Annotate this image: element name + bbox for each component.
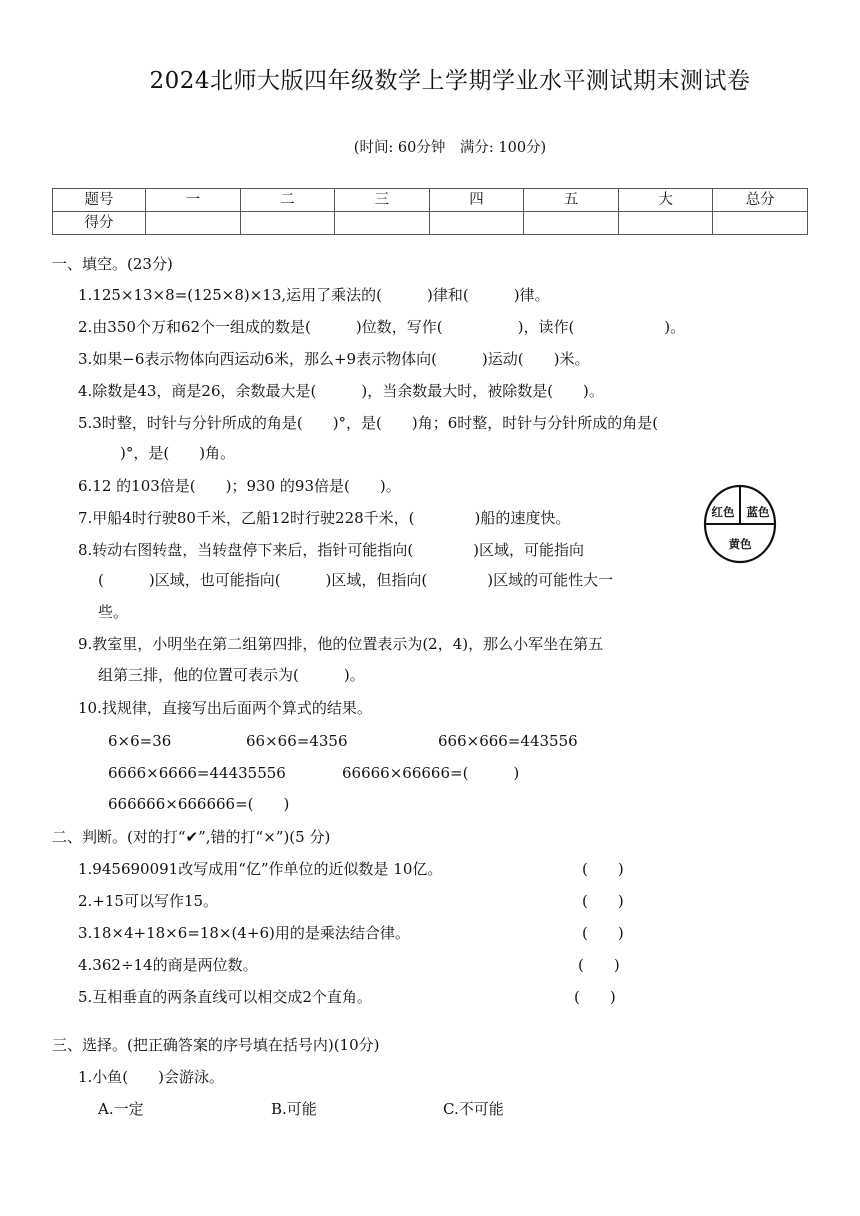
spinner-label-yellow: 黄色 [728,537,752,551]
spinner-label-blue: 蓝色 [746,505,770,519]
score-table-cell: 二 [240,189,335,212]
spinner-diagram [703,484,777,564]
score-input-cell[interactable] [524,212,619,235]
score-table-cell: 总分 [713,189,808,212]
score-input-cell[interactable] [335,212,430,235]
score-input-cell[interactable] [429,212,524,235]
question-line: )°，是( )角。 [120,444,236,462]
judge-item: 2.+15可以写作15。 [78,892,219,910]
question-line: 4.除数是43，商是26，余数最大是( )，当余数最大时，被除数是( )。 [78,382,604,400]
question-line: 8.转动右图转盘，当转盘停下来后，指针可能指向( )区域，可能指向 [78,541,585,559]
score-table-cell: 三 [335,189,430,212]
judge-item: 1.945690091改写成用“亿”作单位的近似数是 10亿。 [78,860,443,878]
score-input-cell[interactable] [146,212,241,235]
heading-text: 二、判断。(对的打“ [52,828,186,846]
score-table-header-row [53,189,808,212]
score-table-cell: 四 [429,189,524,212]
spinner-label-red: 红色 [711,505,735,519]
pattern-equation: 666666×666666=( ) [108,795,290,813]
judge-item: 5.互相垂直的两条直线可以相交成2个直角。 [78,988,372,1006]
heading-text: ”,错的打“×”)(5 分) [198,828,331,846]
answer-paren[interactable]: ( ) [582,860,624,878]
score-input-cell[interactable] [618,212,713,235]
question-line: 些。 [98,603,129,621]
answer-paren[interactable]: ( ) [578,956,620,974]
answer-paren[interactable]: ( ) [582,924,624,942]
score-table-cell: 五 [524,189,619,212]
question-line: 7.甲船4时行驶80千米，乙船12时行驶228千米，( )船的速度快。 [78,509,571,527]
question-line: 2.由350个万和62个一组成的数是( )位数，写作( )，读作( )。 [78,318,686,336]
choice-option-a[interactable]: A.一定 [98,1100,144,1118]
question-line: 组第三排，他的位置可表示为( )。 [98,666,365,684]
score-table-cell: 大 [618,189,713,212]
question-line: 5.3时整，时针与分针所成的角是( )°，是( )角；6时整，时针与分针所成的角是( [78,414,659,432]
score-table-score-row [53,212,808,235]
judge-item: 4.362÷14的商是两位数。 [78,956,258,974]
question-line: ( )区域，也可能指向( )区域，但指向( )区域的可能性大一 [98,571,614,589]
pattern-equation: 6×6=36 [108,732,172,750]
choice-question: 1.小鱼( )会游泳。 [78,1068,225,1086]
pattern-equation: 66×66=4356 [246,732,348,750]
answer-paren[interactable]: ( ) [574,988,616,1006]
score-table [52,188,808,235]
pattern-equation: 66666×66666=( ) [342,764,520,782]
pattern-equation: 6666×6666=44435556 [108,764,286,782]
page-title: 2024北师大版四年级数学上学期学业水平测试期末测试卷 [149,68,751,94]
exam-info: (时间: 60分钟 满分: 100分) [353,140,547,156]
section-heading [52,827,330,847]
question-line: 6.12 的103倍是( )；930 的93倍是( )。 [78,477,401,495]
answer-paren[interactable]: ( ) [582,892,624,910]
score-table-cell: 题号 [53,189,146,212]
question-line: 1.125×13×8=(125×8)×13,运用了乘法的( )律和( )律。 [78,286,550,304]
judge-item: 3.18×4+18×6=18×(4+6)用的是乘法结合律。 [78,924,410,942]
choice-option-b[interactable]: B.可能 [271,1100,317,1118]
choice-option-c[interactable]: C.不可能 [443,1100,504,1118]
score-input-cell[interactable] [713,212,808,235]
question-line: 3.如果−6表示物体向西运动6米，那么+9表示物体向( )运动( )米。 [78,350,590,368]
section-heading: 三、选择。(把正确答案的序号填在括号内)(10分) [52,1036,380,1054]
pattern-equation: 666×666=443556 [438,732,578,750]
score-table-cell: 得分 [53,212,146,235]
check-icon: ✔ [185,828,199,846]
section-heading: 一、填空。(23分) [52,255,173,273]
question-line: 9.教室里，小明坐在第二组第四排，他的位置表示为(2，4)，那么小军坐在第五 [78,635,604,653]
question-line: 10.找规律，直接写出后面两个算式的结果。 [78,699,372,717]
score-input-cell[interactable] [240,212,335,235]
score-table-cell: 一 [146,189,241,212]
